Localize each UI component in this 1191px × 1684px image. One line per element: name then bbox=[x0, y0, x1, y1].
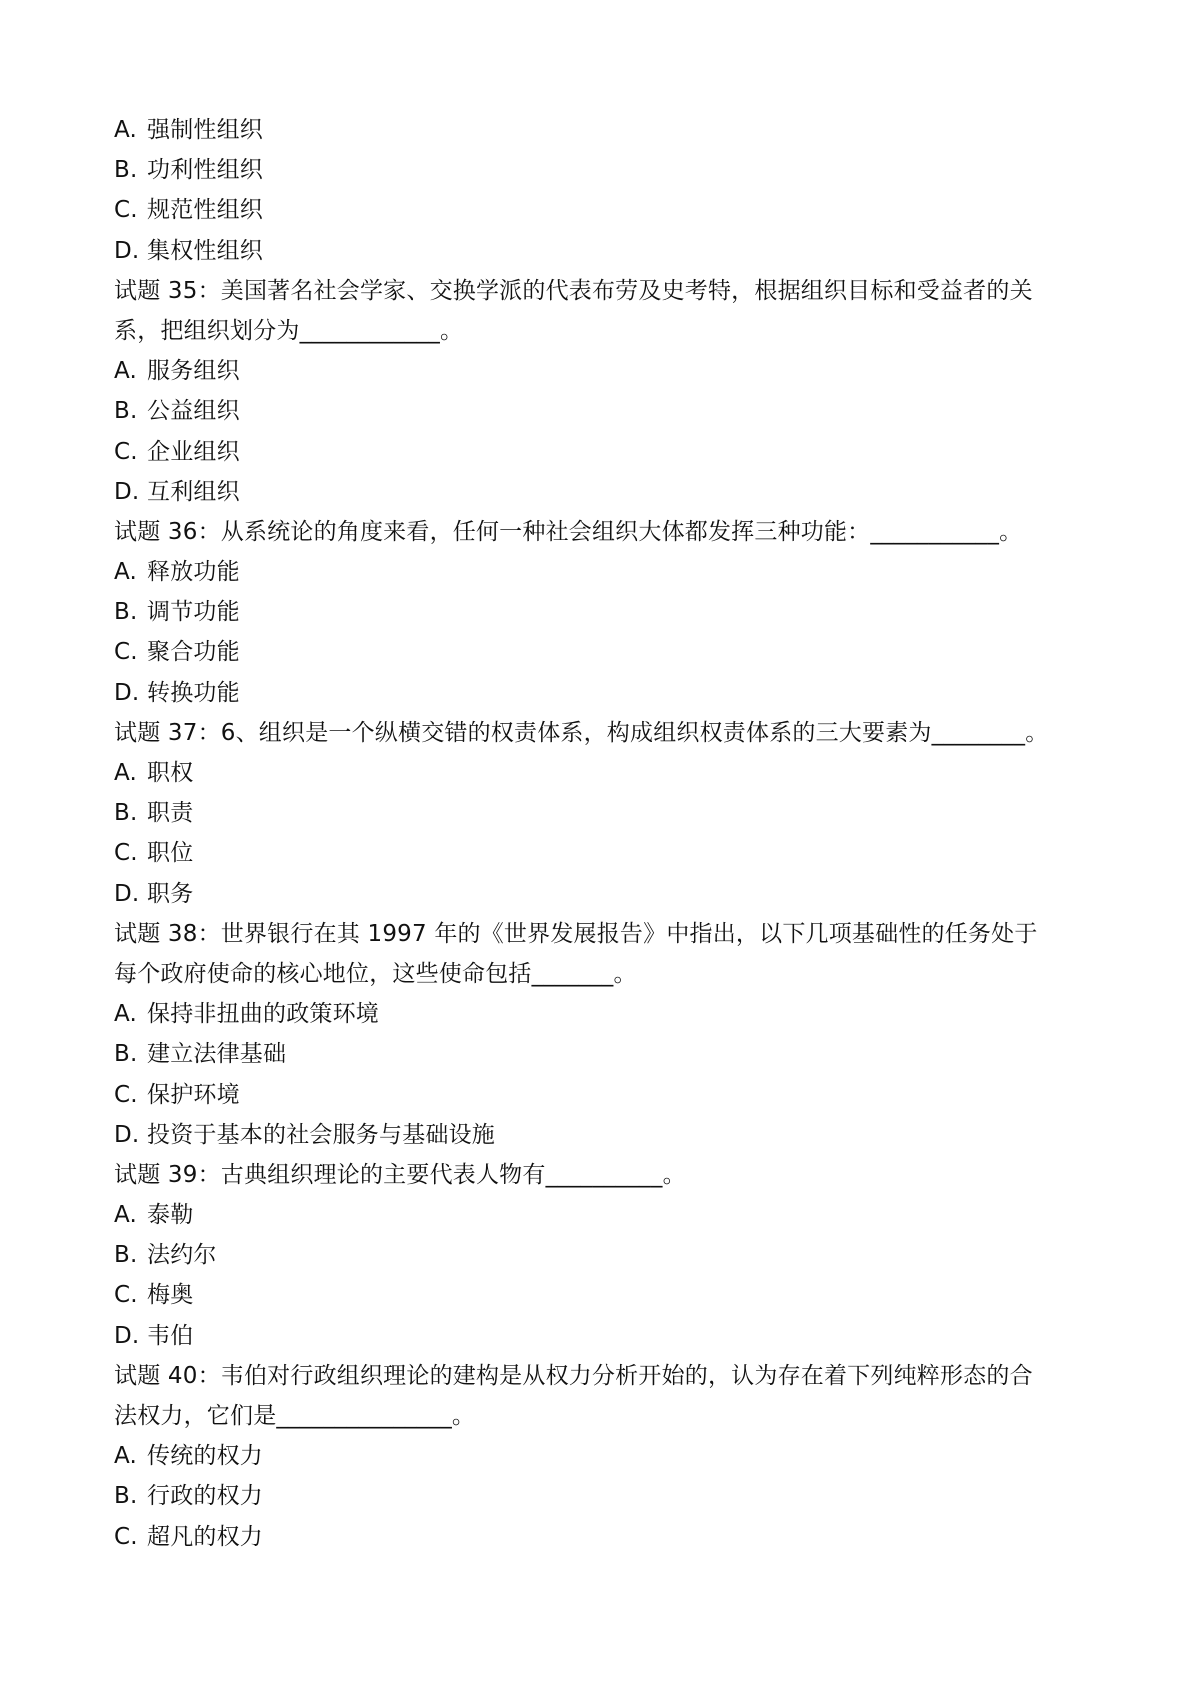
option-letter: C. bbox=[114, 1523, 138, 1550]
option-text: 法约尔 bbox=[147, 1242, 217, 1269]
option-letter: B. bbox=[114, 1483, 138, 1510]
option-letter: B. bbox=[114, 599, 138, 626]
option-letter: B. bbox=[114, 398, 138, 425]
answer-option bbox=[114, 1517, 1074, 1557]
document-page bbox=[114, 110, 1074, 1557]
option-letter: D. bbox=[114, 478, 140, 505]
option-text: 职责 bbox=[147, 800, 194, 827]
option-letter: D. bbox=[114, 1121, 140, 1148]
option-letter: A. bbox=[114, 358, 138, 385]
option-text: 保持非扭曲的政策环境 bbox=[147, 1001, 379, 1028]
question-text: 系，把组织划分为____________。 bbox=[114, 317, 464, 344]
answer-option bbox=[114, 552, 1074, 592]
question-text: 试题 38：世界银行在其 1997 年的《世界发展报告》中指出，以下几项基础性的任务处于 bbox=[114, 920, 1038, 947]
option-text: 传统的权力 bbox=[147, 1443, 263, 1470]
answer-option bbox=[114, 1115, 1074, 1155]
option-letter: D. bbox=[114, 1322, 140, 1349]
option-text: 调节功能 bbox=[147, 599, 240, 626]
option-text: 职权 bbox=[147, 760, 194, 786]
question-text: 每个政府使命的核心地位，这些使命包括_______。 bbox=[114, 960, 637, 987]
option-text: 保护环境 bbox=[147, 1081, 240, 1108]
option-text: 互利组织 bbox=[147, 478, 240, 505]
answer-option bbox=[114, 1476, 1074, 1516]
option-letter: A. bbox=[114, 117, 138, 143]
option-letter: A. bbox=[114, 760, 138, 786]
option-text: 超凡的权力 bbox=[147, 1523, 263, 1550]
answer-option bbox=[114, 753, 1074, 793]
option-letter: B. bbox=[114, 157, 138, 184]
answer-option bbox=[114, 994, 1074, 1034]
option-letter: A. bbox=[114, 1001, 138, 1028]
option-letter: B. bbox=[114, 1041, 138, 1068]
option-letter: C. bbox=[114, 1282, 138, 1309]
answer-option bbox=[114, 1235, 1074, 1275]
answer-option bbox=[114, 793, 1074, 833]
question-text: 法权力，它们是_______________。 bbox=[114, 1403, 476, 1429]
answer-option bbox=[114, 673, 1074, 713]
option-letter: C. bbox=[114, 639, 138, 666]
question-text: 试题 37：6、组织是一个纵横交错的权责体系，构成组织权责体系的三大要素为________。 bbox=[114, 719, 1049, 746]
option-text: 韦伯 bbox=[147, 1322, 194, 1349]
option-text: 释放功能 bbox=[147, 559, 240, 586]
option-letter: B. bbox=[114, 1242, 138, 1269]
option-text: 强制性组织 bbox=[147, 117, 263, 143]
option-letter: C. bbox=[114, 197, 138, 224]
option-text: 集权性组织 bbox=[147, 237, 263, 264]
answer-option bbox=[114, 1275, 1074, 1315]
option-text: 功利性组织 bbox=[147, 157, 263, 184]
answer-option bbox=[114, 874, 1074, 914]
option-letter: B. bbox=[114, 800, 138, 827]
answer-option bbox=[114, 1436, 1074, 1476]
option-text: 职务 bbox=[147, 880, 194, 907]
option-text: 聚合功能 bbox=[147, 639, 240, 666]
question-text: 试题 36：从系统论的角度来看，任何一种社会组织大体都发挥三种功能：___________。 bbox=[114, 518, 1023, 545]
option-text: 服务组织 bbox=[147, 358, 240, 385]
option-text: 建立法律基础 bbox=[147, 1041, 287, 1068]
answer-option bbox=[114, 351, 1074, 391]
answer-option bbox=[114, 1316, 1074, 1356]
option-text: 企业组织 bbox=[147, 438, 240, 465]
question-text: 试题 39：古典组织理论的主要代表人物有__________。 bbox=[114, 1161, 686, 1188]
option-text: 转换功能 bbox=[147, 679, 240, 706]
answer-option bbox=[114, 391, 1074, 431]
answer-option bbox=[114, 592, 1074, 632]
option-text: 行政的权力 bbox=[147, 1483, 263, 1510]
answer-option bbox=[114, 110, 1074, 150]
option-text: 职位 bbox=[147, 840, 194, 867]
option-letter: C. bbox=[114, 438, 138, 465]
answer-option bbox=[114, 432, 1074, 472]
answer-option bbox=[114, 1034, 1074, 1074]
option-letter: D. bbox=[114, 679, 140, 706]
answer-option bbox=[114, 150, 1074, 190]
option-letter: A. bbox=[114, 1443, 138, 1470]
option-letter: A. bbox=[114, 1202, 138, 1229]
question-text: 试题 40：韦伯对行政组织理论的建构是从权力分析开始的，认为存在着下列纯粹形态的合 bbox=[114, 1362, 1033, 1389]
option-text: 规范性组织 bbox=[147, 197, 263, 224]
option-text: 公益组织 bbox=[147, 398, 240, 425]
answer-option bbox=[114, 1195, 1074, 1235]
answer-option bbox=[114, 472, 1074, 512]
answer-option bbox=[114, 632, 1074, 672]
option-letter: C. bbox=[114, 840, 138, 867]
option-text: 泰勒 bbox=[147, 1202, 194, 1229]
answer-option bbox=[114, 231, 1074, 271]
option-letter: C. bbox=[114, 1081, 138, 1108]
answer-option bbox=[114, 1075, 1074, 1115]
option-text: 梅奥 bbox=[147, 1282, 194, 1309]
answer-option bbox=[114, 190, 1074, 230]
option-letter: A. bbox=[114, 559, 138, 586]
option-text: 投资于基本的社会服务与基础设施 bbox=[147, 1121, 495, 1148]
option-letter: D. bbox=[114, 237, 140, 264]
question-text: 试题 35：美国著名社会学家、交换学派的代表布劳及史考特，根据组织目标和受益者的关 bbox=[114, 277, 1033, 304]
option-letter: D. bbox=[114, 880, 140, 907]
answer-option bbox=[114, 833, 1074, 873]
